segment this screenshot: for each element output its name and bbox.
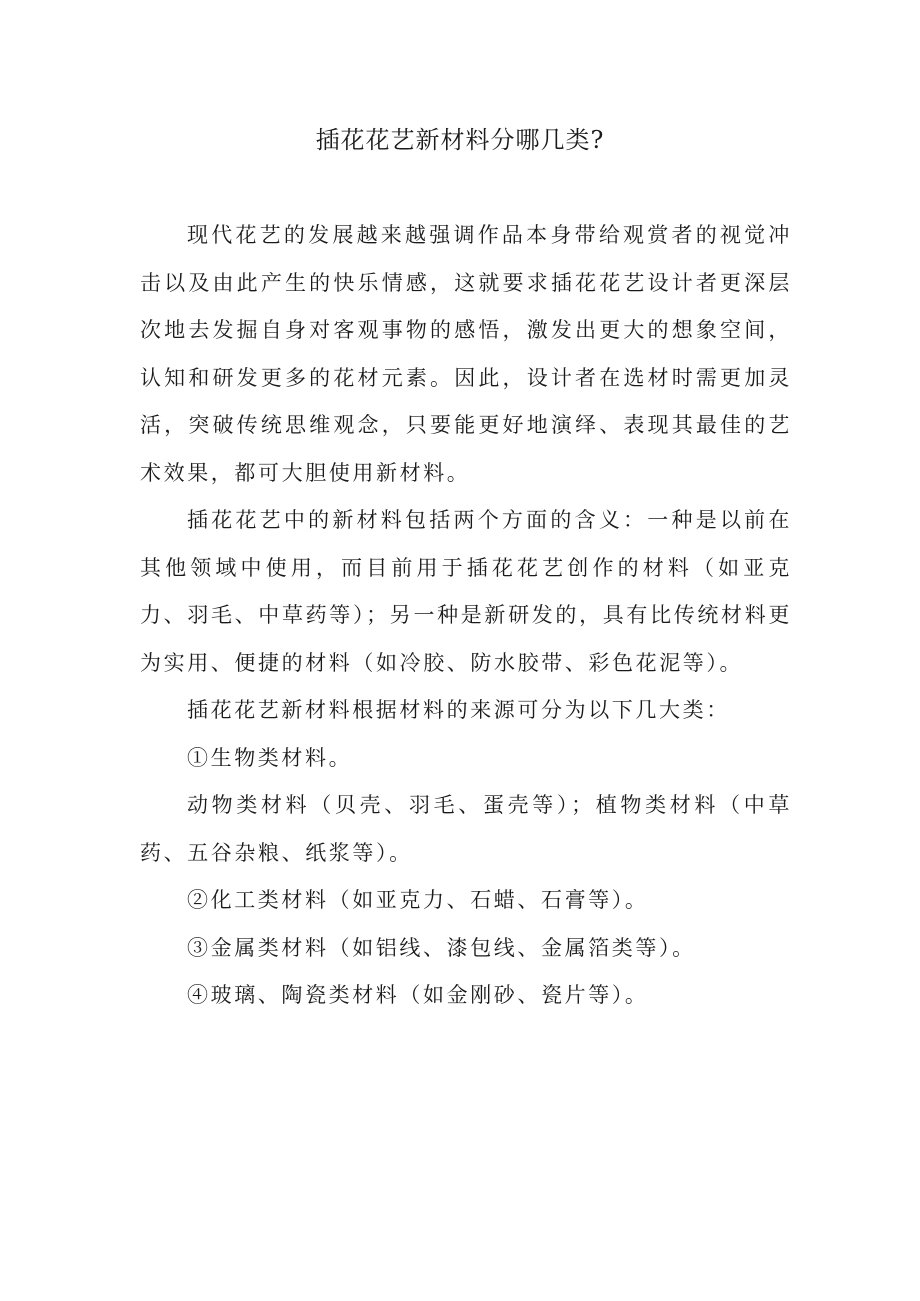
paragraph-definition: 插花花艺中的新材料包括两个方面的含义：一种是以前在其他领域中使用，而目前用于插花花艺创作的材料（如亚克力、羽毛、中草药等）；另一种是新研发的，具有比传统材料更为实用、便捷的材料（如冷胶、防水胶带、彩色花泥等）。 — [140, 508, 792, 675]
list-item-glass-ceramic: ④玻璃、陶瓷类材料（如金刚砂、瓷片等）。 — [187, 983, 649, 1007]
paragraph-categories-intro: 插花花艺新材料根据材料的来源可分为以下几大类： — [187, 698, 730, 722]
document-title: 插花花艺新材料分哪几类? — [315, 126, 605, 154]
list-item-metal: ③金属类材料（如铝线、漆包线、金属箔类等）。 — [187, 935, 696, 960]
paragraph-intro: 现代花艺的发展越来越强调作品本身带给观赏者的视觉冲击以及由此产生的快乐情感，这就要求插花花艺设计者更深层次地去发掘自身对客观事物的感悟，激发出更大的想象空间，认知和研发更多的花材元素。因此，设计者在选材时需更加灵活，突破传统思维观念，只要能更好地演绎、表现其最佳的艺术效果，都可大胆使用新材料。 — [140, 223, 792, 485]
document-body — [140, 212, 792, 1020]
paragraph-biological-detail: 动物类材料（贝壳、羽毛、蛋壳等）；植物类材料（中草药、五谷杂粮、纸浆等）。 — [140, 793, 792, 865]
list-item-chemical: ②化工类材料（如亚克力、石蜡、石膏等）。 — [187, 888, 649, 912]
list-item-biological: ①生物类材料。 — [187, 745, 353, 770]
